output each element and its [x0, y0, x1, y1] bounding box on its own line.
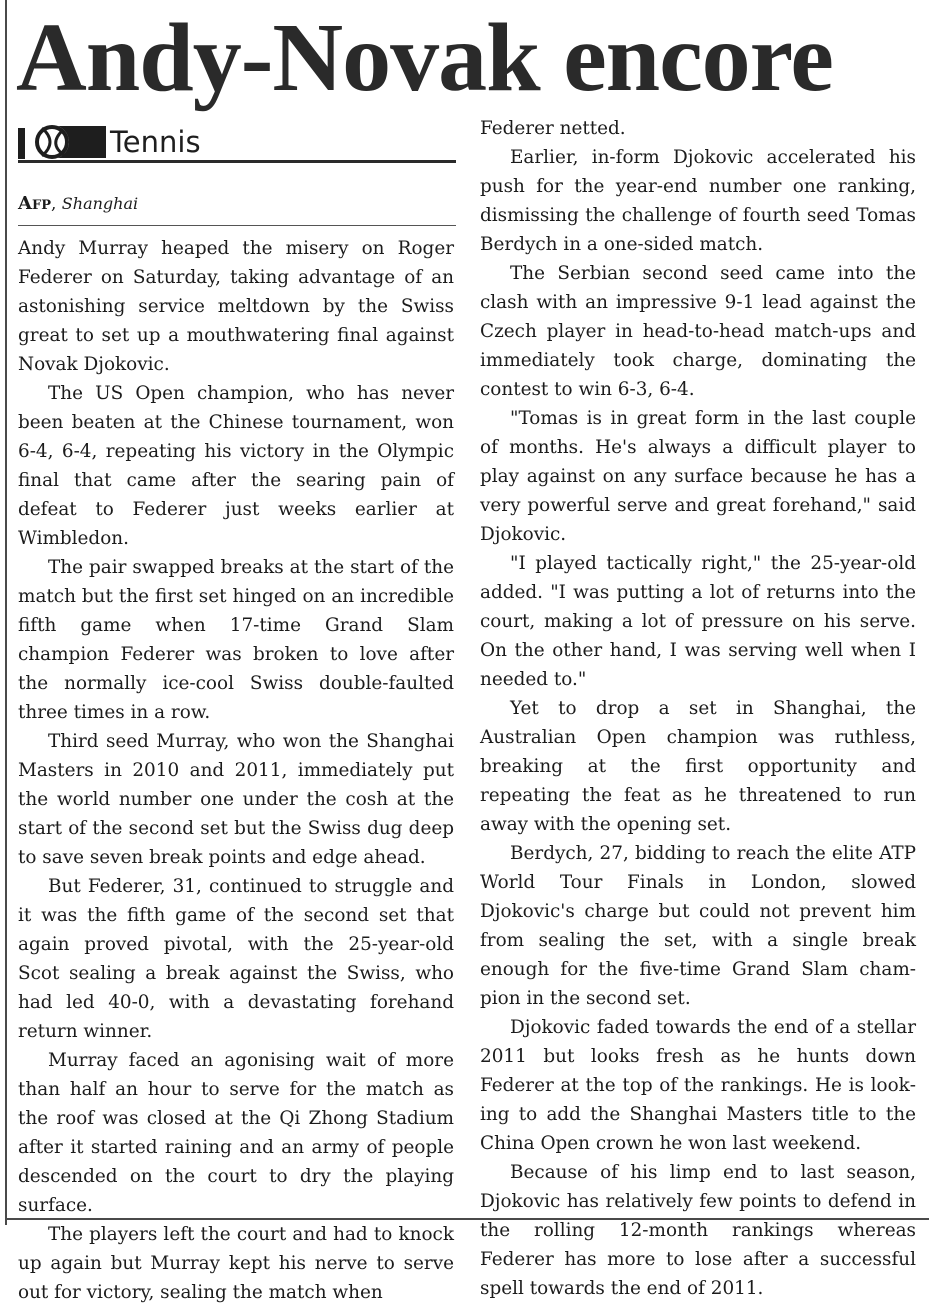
- paragraph: The US Open champion, who has never been beaten at the Chinese tournament, won 6-4, 6-4, repeating his victory in the Olympic final that came after the searing pain of defeat to Federer just weeks earlier at Wimbledon.: [18, 383, 454, 549]
- paragraph: The pair swapped breaks at the start of the match but the first set hinged on an incredible fifth game when 17-time Grand Slam champion Federer was broken to love after the normally ice-cool Swiss double-faulted three times in a row.: [18, 557, 454, 723]
- headline: Andy-Novak encore: [16, 4, 833, 112]
- paragraph: Yet to drop a set in Shanghai, the Australian Open champion was ruthless, breaking at the first opportunity and repeating the feat as he threatened to run away with the opening set.: [480, 698, 916, 835]
- paragraph: Berdych, 27, bidding to reach the elite ATP World Tour Finals in London, slowed Djokovic's charge but could not prevent him from sealing the set, with a single break enough for the five-time Grand Slam champion in the second set.: [480, 843, 916, 1009]
- paragraph: Federer netted.: [480, 118, 626, 139]
- byline-separator: ,: [50, 194, 57, 214]
- section-header: [18, 122, 456, 164]
- tennis-ball-icon: [18, 124, 106, 160]
- page-border-left: [5, 0, 7, 1225]
- section-underline: [18, 160, 456, 163]
- section-label: Tennis: [110, 125, 201, 159]
- paragraph: Third seed Murray, who won the Shanghai Masters in 2010 and 2011, immediately put the world number one under the cosh at the start of the second set but the Swiss dug deep to save seven break points and edge ahead.: [18, 731, 454, 868]
- byline-agency: Afp: [18, 193, 51, 214]
- paragraph: The Serbian second seed came into the clash with an impressive 9-1 lead against the Czech player in head-to-head match-ups and immediately took charge, dominating the contest to win 6-3, 6-4.: [480, 263, 916, 400]
- byline-divider: [18, 225, 456, 226]
- paragraph: Earlier, in-form Djokovic accelerated his push for the year-end number one ranking, dismissing the challenge of fourth seed Tomas Berdych in a one-sided match.: [480, 147, 916, 255]
- paragraph: "Tomas is in great form in the last couple of months. He's always a difficult player to play against on any surface because he has a very powerful serve and great forehand," said Djokovic.: [480, 408, 916, 545]
- article-column-left: [18, 234, 454, 1307]
- paragraph: Andy Murray heaped the misery on Roger Federer on Saturday, taking advantage of an astonishing service meltdown by the Swiss great to set up a mouthwatering final against Novak Djokovic.: [18, 238, 454, 375]
- byline: [18, 192, 138, 216]
- paragraph: Because of his limp end to last season, Djokovic has relatively few points to defend in the rolling 12-month rankings whereas Federer has more to lose after a successful spell towards the end of 2011.: [480, 1162, 916, 1299]
- paragraph: Murray faced an agonising wait of more than half an hour to serve for the match as the roof was closed at the Qi Zhong Stadium after it started raining and an army of people descended on the court to dry the playing surface.: [18, 1050, 454, 1216]
- article-column-right: [480, 114, 916, 1303]
- paragraph: But Federer, 31, continued to struggle and it was the fifth game of the second set that again proved pivotal, with the 25-year-old Scot sealing a break against the Swiss, who had led 40-0, with a devastating forehand return winner.: [18, 876, 454, 1042]
- byline-place: Shanghai: [61, 194, 139, 213]
- paragraph: Djokovic faded towards the end of a stellar 2011 but looks fresh as he hunts down Federer at the top of the rankings. He is looking to add the Shanghai Masters title to the China Open crown he won last weekend.: [480, 1017, 916, 1154]
- paragraph: The players left the court and had to knock up again but Murray kept his nerve to serve out for victory, sealing the match when: [18, 1224, 454, 1303]
- paragraph: "I played tactically right," the 25-year-old added. "I was putting a lot of returns into the court, making a lot of pressure on his serve. On the other hand, I was serving well when I needed to.": [480, 553, 916, 690]
